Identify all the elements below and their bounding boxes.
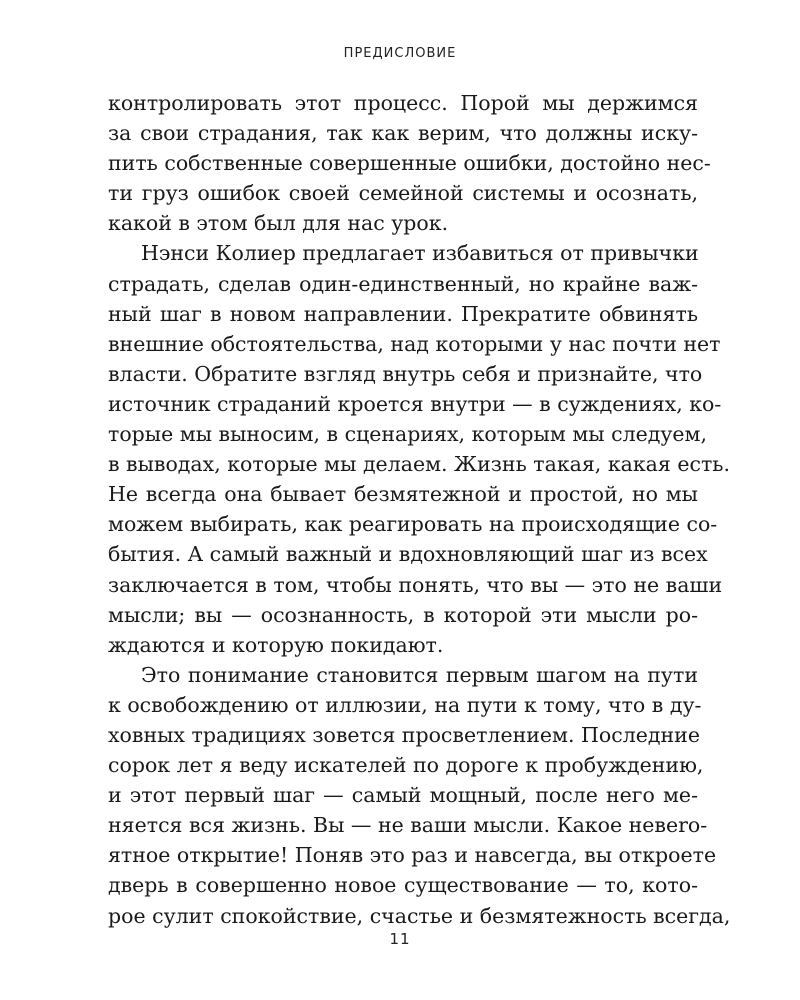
- text-line: какой в этом был для нас урок.: [108, 211, 449, 236]
- text-line: в выводах, которые мы делаем. Жизнь такая, какая есть.: [108, 452, 730, 477]
- text-line: ховных традициях зовется просветлением. Последние: [108, 722, 700, 747]
- text-line: внешние обстоятельства, над которыми у нас почти нет: [108, 331, 721, 356]
- text-line: Не всегда она бывает безмятежной и простой, но мы: [108, 482, 698, 507]
- text-line: ный шаг в новом направлении. Прекратите обвинять: [108, 301, 698, 326]
- running-head: ПРЕДИСЛОВИЕ: [343, 46, 457, 61]
- text-line: и этот первый шаг — самый мощный, после него ме-: [108, 783, 698, 808]
- text-line: ждаются и которую покидают.: [108, 632, 444, 657]
- text-line: ятное открытие! Поняв это раз и навсегда, вы откроете: [108, 843, 717, 868]
- text-line: бытия. А самый важный и вдохновляющий шаг из всех: [108, 542, 708, 567]
- text-line: рое сулит спокойствие, счастье и безмятежность всегда,: [108, 903, 731, 928]
- text-line: источник страданий кроется внутри — в суждениях, ко-: [108, 391, 722, 416]
- text-line: Нэнси Колиер предлагает избавиться от привычки: [141, 241, 699, 266]
- page-number: 11: [389, 930, 411, 948]
- text-line: власти. Обратите взгляд внутрь себя и признайте, что: [108, 361, 703, 386]
- text-line: можем выбирать, как реагировать на происходящие со-: [108, 512, 718, 537]
- text-line: ти груз ошибок своей семейной системы и осознать,: [108, 181, 698, 206]
- text-line: сорок лет я веду искателей по дороге к пробуждению,: [108, 753, 704, 778]
- text-line: дверь в совершенно новое существование — то, кото-: [108, 873, 698, 898]
- text-line: за свои страдания, так как верим, что должны иску-: [108, 121, 698, 146]
- text-line: няется вся жизнь. Вы — не ваши мысли. Какое невero-: [108, 813, 708, 838]
- text-line: к освобождению от иллюзии, на пути к тому, что в ду-: [108, 692, 702, 717]
- text-line: торые мы выносим, в сценариях, которым мы следуем,: [108, 422, 708, 447]
- text-line: заключается в том, чтобы понять, что вы — это не ваши: [108, 572, 723, 597]
- text-line: мысли; вы — осознанность, в которой эти мысли ро-: [108, 602, 698, 627]
- text-line: контролировать этот процесс. Порой мы держимся: [108, 91, 698, 115]
- text-line: пить собственные совершенные ошибки, достойно нес-: [108, 151, 711, 176]
- text-line: Это понимание становится первым шагом на пути: [141, 662, 698, 687]
- body-text: [108, 88, 731, 931]
- text-line: страдать, сделав один-единственный, но крайне важ-: [108, 271, 698, 296]
